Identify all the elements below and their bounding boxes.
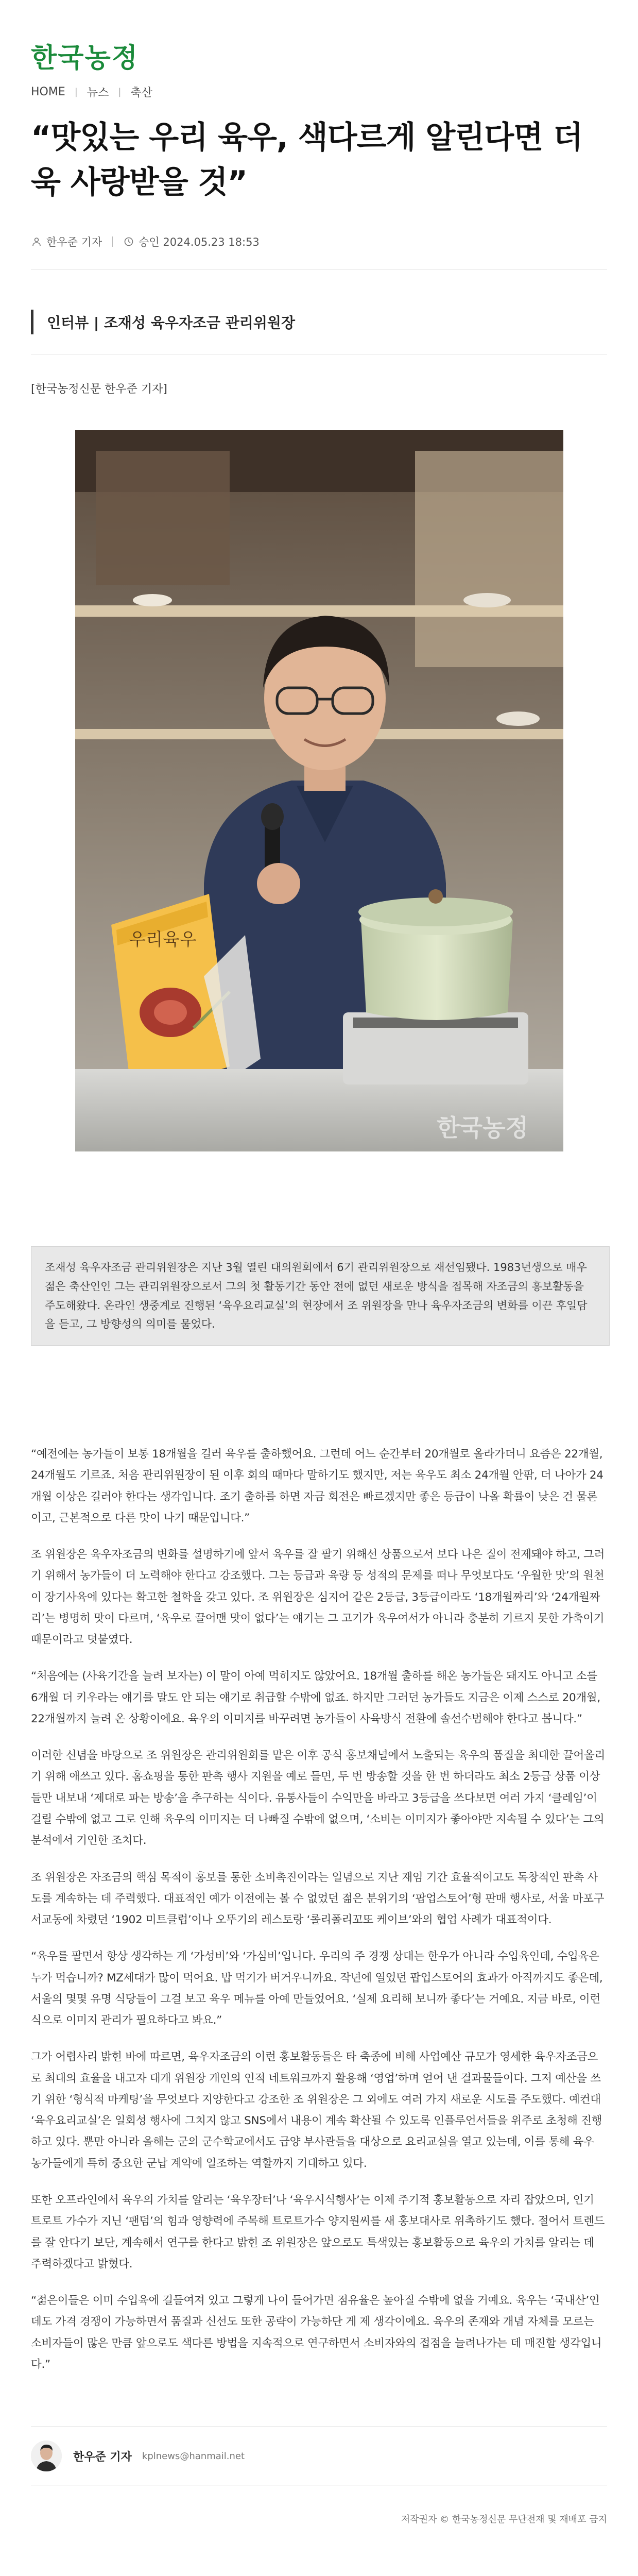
breadcrumb-separator-icon: | xyxy=(74,87,78,97)
photo-book-title: 우리육우 xyxy=(128,929,197,950)
article-paragraph: “처음에는 (사육기간을 늘려 보자는) 이 말이 아예 먹히지도 않았어요. 18개월 출하를 해온 농가들은 돼지도 아니고 소를 6개월 더 키우라는 얘기를 말도 안 되는 얘기로 취급할 수밖에 없죠. 하지만 그러던 농가들도 지금은 이제 스스로 20개월, 22개월까지 늘려 온 상황이에요. 육우의 이미지를 바꾸려면 농가들이 사육방식 전환에 솔선수범해야 한다고 봅니다.” xyxy=(31,1670,600,1725)
person-icon xyxy=(31,236,42,247)
breadcrumb-home[interactable]: HOME xyxy=(31,86,65,98)
article-paragraph: 또한 오프라인에서 육우의 가치를 알리는 ‘육우장터’나 ‘육우시식행사’는 이제 주기적 홍보활동으로 자리 잡았으며, 인기 트로트 가수가 지닌 ‘팬덤’의 힘과 영향력에 주목해 트로트가수 양지원씨를 새 홍보대사로 위촉하기도 했다. 절어서 트렌드를 잘 안다기 보단, 계속해서 연구를 한다고 밝힌 조 위원장은 앞으로도 특색있는 홍보활동으로 육우의 가치를 알리는 데 주력하겠다고 밝혔다. xyxy=(31,2193,605,2270)
site-logo[interactable]: 한국농정 xyxy=(31,43,139,74)
article-content xyxy=(0,310,638,2485)
reporter-byline xyxy=(31,2427,607,2485)
article-author[interactable]: 한우준 기자 xyxy=(46,236,102,248)
article-approved-date: 승인 2024.05.23 18:53 xyxy=(139,236,260,248)
article-paragraph: 조 위원장은 육우자조금의 변화를 설명하기에 앞서 육우를 잘 팔기 위해선 상품으로서 보다 나은 질이 전제돼야 하고, 그러기 위해서 농가들이 더 노력해야 한다고 강조했다. 그는 등급과 육량 등 성적의 문제를 떠나 무엇보다도 ‘우월한 맛’의 원천이 장기사육에 있다는 확고한 철학을 갖고 있다. 조 위원장은 심지어 같은 2등급, 3등급이라도 ‘18개월짜리’와 ‘24개월짜리’는 병명히 맛이 다르며, ‘육우로 끌어맨 맛이 없다’는 얘기는 그 고기가 육우여서가 아니라 충분히 기르지 못한 가축이기 때문이라고 덧붙였다. xyxy=(31,1548,605,1647)
article-paragraph: “젊은이들은 이미 수입육에 길들여져 있고 그렇게 나이 들어가면 점유율은 높아질 수밖에 없을 거예요. 육우는 ‘국내산’인데도 가격 경쟁이 가능하면서 품질과 신선도 또한 공략이 가능하단 게 제 생각이에요. 육우의 존재와 개념 자체를 모르는 소비자들이 많은 만큼 앞으로도 색다른 방법을 지속적으로 연구하면서 소비자와의 접점을 늘려나가는 데 매진할 생각입니다.” xyxy=(31,2294,602,2371)
photo-caption: 조재성 육우자조금 관리위원장은 지난 3월 열린 대의원회에서 6기 관리위원장으로 재선임됐다. 1983년생으로 매우 젊은 축산인인 그는 관리위원장으로서 그의 첫 활동기간 동안 전에 없던 새로운 방식을 접목해 자조금의 홍보활동을 주도해왔다. 온라인 생중계로 진행된 ‘육우요리교실’의 현장에서 조 위원장을 만나 육우자조금의 변화를 이끈 후일담을 듣고, 그 방향성의 의미를 물었다. xyxy=(31,1246,610,1346)
byline-email[interactable]: kplnews@hanmail.net xyxy=(142,2450,245,2462)
breadcrumb-separator-icon: | xyxy=(118,87,122,97)
article-subtitle: 인터뷰 | 조재성 육우자조금 관리위원장 xyxy=(31,310,607,334)
breadcrumb xyxy=(31,84,607,100)
article-paragraph: “육우를 팔면서 항상 생각하는 게 ‘가성비’와 ‘가심비’입니다. 우리의 주 경쟁 상대는 한우가 아니라 수입육인데, 수입육은 누가 먹습니까? MZ세대가 많이 먹어요. 밥 먹기가 버거우니까요. 작년에 열었던 팝업스토어의 효과가 아직까지도 좋은데, 서울의 몇몇 유명 식당들이 그걸 보고 육우 메뉴를 아예 만들었어요. ‘실제 요리해 보니까 좋다’는 거예요. 지금 바로, 이런 식으로 이미지 관리가 필요하다고 봐요.” xyxy=(31,1950,603,2027)
byline-name[interactable]: 한우준 기자 xyxy=(73,2450,132,2464)
copyright-text: 저작권자 © 한국농정신문 무단전재 및 재배포 금지 xyxy=(401,2514,607,2526)
article-body xyxy=(31,1444,607,2375)
article-paragraph: 그가 어렵사리 밝힌 바에 따르면, 육우자조금의 이런 홍보활동들은 타 축종에 비해 사업예산 규모가 영세한 육우자조금으로 최대의 효율을 내고자 대개 위원장 개인의 인적 네트워크까지 활용해 ‘영업’하며 얻어 낸 결과물들이다. 그저 예산을 쓰기 위한 ‘형식적 마케팅’을 무엇보다 지양한다고 강조한 조 위원장은 그 외에도 여러 가지 새로운 시도를 주도했다. 예컨대 ‘육우요리교실’은 일회성 행사에 그치지 않고 SNS에서 내용이 계속 확산될 수 있도록 인플루언서들을 위주로 초청해 진행하고 있다. 뿐만 아니라 올해는 군의 군수학교에서도 급양 부사관들을 대상으로 요리교실을 열고 있는데, 이를 통해 육우 농가들에게 특히 중요한 군납 계약에 일조하는 역할까지 기대하고 있다. xyxy=(31,2050,602,2170)
breadcrumb-livestock[interactable]: 축산 xyxy=(130,87,152,99)
breadcrumb-news[interactable]: 뉴스 xyxy=(87,87,109,99)
article-paragraph: 조 위원장은 자조금의 핵심 목적이 홍보를 통한 소비촉진이라는 일념으로 지난 재임 기간 효율적이고도 독창적인 판촉 사도를 계속하는 데 주력했다. 대표적인 예가 이전에는 볼 수 없었던 젊은 분위기의 ‘팝업스토어’형 판매 행사로, 서울 마포구 서교동에 차렸던 ‘1902 미트클럽’이나 오뚜기의 레스토랑 ‘롤리폴리꼬또 케이브’와의 협업 사례가 대표적이다. xyxy=(31,1871,605,1927)
article-paragraph: “예전에는 농가들이 보통 18개월을 길러 육우를 출하했어요. 그런데 어느 순간부터 20개월로 올라가더니 요즘은 22개월, 24개월도 기르죠. 처음 관리위원장이 된 이후 회의 때마다 말하기도 했지만, 저는 육우도 최소 24개월 안팎, 더 나아가 24개월 이상은 길러야 한다는 생각입니다. 조기 출하를 하면 자금 회전은 빠르겠지만 좋은 등급이 나올 확률이 낮은 건 물론이고, 근본적으로 다른 맛이 나기 때문입니다.” xyxy=(31,1448,603,1524)
site-header xyxy=(0,0,638,100)
photo-watermark: 한국농정 xyxy=(436,1114,528,1142)
article-headline: “맛있는 우리 육우, 색다르게 알린다면 더욱 사랑받을 것” xyxy=(31,120,583,200)
clock-icon xyxy=(123,236,134,247)
reporter-line: [한국농정신문 한우준 기자] xyxy=(31,383,167,396)
article-meta xyxy=(31,234,607,269)
copyright-footer xyxy=(0,2485,638,2556)
meta-divider xyxy=(112,236,113,247)
article-paragraph: 이러한 신념을 바탕으로 조 위원장은 관리위원회를 맡은 이후 공식 홍보채널에서 노출되는 육우의 품질을 최대한 끌어올리기 위해 애쓰고 있다. 홈쇼핑을 통한 판촉 행사 지원을 예로 들면, 두 번 방송할 것을 한 번 하더라도 최소 2등급 상품 이상들만 내보내 ‘제대로 파는 방송’을 추구하는 식이다. 유통사들이 수익만을 바라고 3등급을 쓰다보면 여러 가지 ‘클레임’이 걸릴 수밖에 없고 그로 인해 육우의 이미지는 더 나빠질 수밖에 없으며, ‘소비는 이미지가 좋아야만 지속될 수 있다’는 그의 분석에서 기인한 조치다. xyxy=(31,1749,605,1848)
avatar xyxy=(31,2441,62,2471)
article-photo[interactable] xyxy=(75,430,563,1151)
interview-photo-illustration xyxy=(75,430,563,1151)
